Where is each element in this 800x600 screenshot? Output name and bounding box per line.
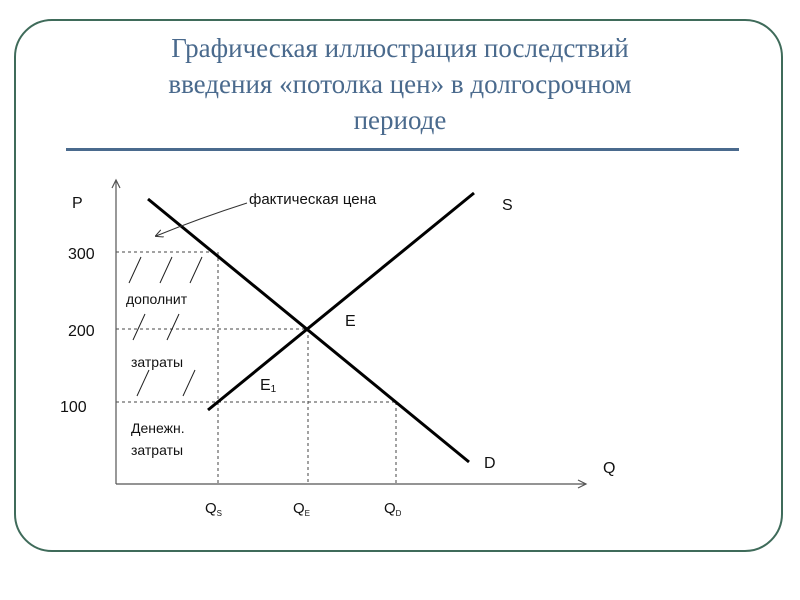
money-costs-label-line2: затраты [131,442,184,458]
extra-costs-label: дополнит [126,291,188,307]
actual-price-arrow [156,203,247,236]
title-line-2: введения «потолка цен» в долгосрочном [168,69,632,99]
short-run-point-label: E1 [260,377,277,395]
hatch-line [190,257,202,283]
quantity-tick-qs: $Q_S$ [205,500,223,518]
hatch-line [183,370,195,396]
hatch-line [167,314,179,340]
hatch-line [133,314,145,340]
demand-label: D [484,455,496,472]
hatch-line [160,257,172,283]
price-tick-200: 200 [68,323,95,340]
extra-cost-hatching [129,257,202,396]
demand-curve [148,199,469,462]
price-tick-300: 300 [68,246,95,263]
supply-label: S [502,197,513,214]
actual-price-label: фактическая цена [249,191,377,208]
hatch-line [137,370,149,396]
y-axis-label: P [72,195,83,212]
price-tick-100: 100 [60,399,87,416]
costs-label: затраты [131,354,184,370]
x-axis-label: Q [603,460,616,477]
money-costs-label-line1: Денежн. [131,420,185,436]
quantity-tick-qe: $Q_E$ [293,500,311,518]
quantity-tick-qd: $Q_D$ [384,500,402,518]
equilibrium-label: E [345,313,356,330]
title-line-3: периоде [353,105,447,135]
title-line-1: Графическая иллюстрация последствий [171,33,629,63]
hatch-line [129,257,141,283]
supply-curve [208,193,474,410]
